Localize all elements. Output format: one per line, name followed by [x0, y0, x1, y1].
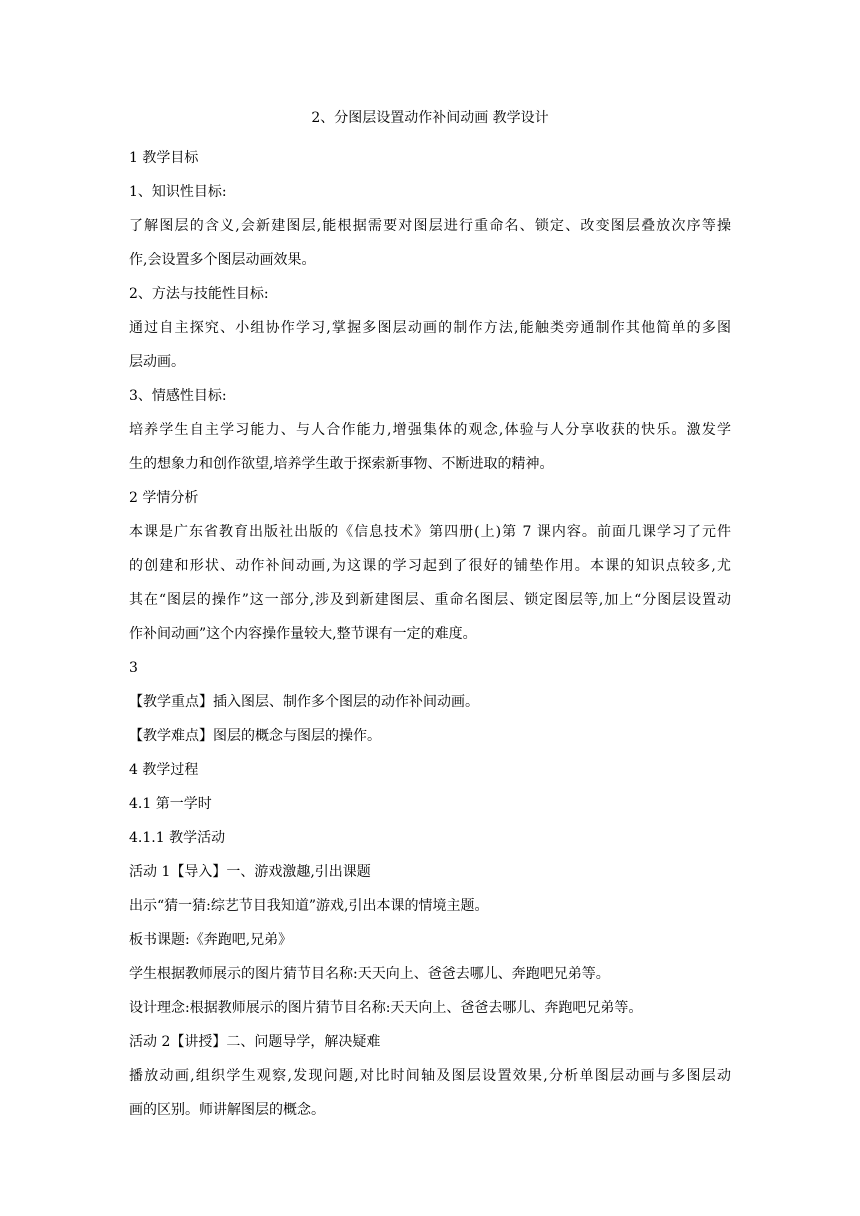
document-page [129, 108, 731, 1127]
text-line: 2 学情分析 [129, 490, 199, 506]
paragraph [129, 1059, 731, 1127]
text-line: 4.1 第一学时 [129, 796, 212, 812]
paragraph-line: 其在“图层的操作”这一部分,涉及到新建图层、重命名图层、锁定图层等,加上“分图层设置动 [129, 592, 731, 608]
text-line: 设计理念:根据教师展示的图片猜节目名称:天天向上、爸爸去哪儿、奔跑吧兄弟等。 [129, 1000, 643, 1016]
paragraph-line: 通过自主探究、小组协作学习,掌握多图层动画的制作方法,能触类旁通制作其他简单的多图 [129, 320, 731, 336]
paragraph-line: 培养学生自主学习能力、与人合作能力,增强集体的观念,体验与人分享收获的快乐。激发学 [129, 422, 731, 438]
paragraph-line: 生的想象力和创作欲望,培养学生敢于探索新事物、不断进取的精神。 [129, 456, 554, 472]
paragraph-line: 的创建和形状、动作补间动画,为这课的学习起到了很好的铺垫作用。本课的知识点较多,尤 [129, 558, 731, 574]
paragraph-line: 本课是广东省教育出版社出版的《信息技术》第四册(上)第 7 课内容。前面几课学习了元件 [129, 524, 731, 540]
text-line: 1 教学目标 [129, 150, 199, 166]
paragraph [129, 515, 731, 651]
text-line: 学生根据教师展示的图片猜节目名称:天天向上、爸爸去哪儿、奔跑吧兄弟等。 [129, 966, 610, 982]
text-line: 活动 2【讲授】二、问题导学，解决疑难 [129, 1034, 381, 1050]
text-line: 【教学重点】插入图层、制作多个图层的动作补间动画。 [129, 694, 479, 710]
paragraph-line: 作补间动画”这个内容操作量较大,整节课有一定的难度。 [129, 626, 477, 642]
paragraph-line: 作,会设置多个图层动画效果。 [129, 252, 316, 268]
text-line: 4.1.1 教学活动 [129, 830, 226, 846]
paragraph [129, 413, 731, 481]
document-title: 2、分图层设置动作补间动画 教学设计 [311, 110, 549, 126]
text-line: 3、情感性目标: [129, 388, 227, 404]
text-line: 板书课题:《奔跑吧,兄弟》 [129, 932, 293, 948]
paragraph-line: 了解图层的含义,会新建图层,能根据需要对图层进行重命名、锁定、改变图层叠放次序等操 [129, 218, 731, 234]
document-body [129, 141, 731, 1127]
text-line: 4 教学过程 [129, 762, 199, 778]
text-line: 2、方法与技能性目标: [129, 286, 269, 302]
paragraph-line: 层动画。 [129, 354, 185, 370]
paragraph-line: 画的区别。师讲解图层的概念。 [129, 1102, 325, 1118]
text-line: 【教学难点】图层的概念与图层的操作。 [129, 728, 381, 744]
paragraph-line: 播放动画,组织学生观察,发现问题,对比时间轴及图层设置效果,分析单图层动画与多图层动 [129, 1068, 731, 1084]
paragraph [129, 209, 731, 277]
text-line: 1、知识性目标: [129, 184, 227, 200]
text-line: 活动 1【导入】一、游戏激趣,引出课题 [129, 864, 371, 880]
text-line: 出示“猜一猜:综艺节目我知道”游戏,引出本课的情境主题。 [129, 898, 489, 914]
paragraph [129, 311, 731, 379]
text-line: 3 [129, 660, 138, 676]
